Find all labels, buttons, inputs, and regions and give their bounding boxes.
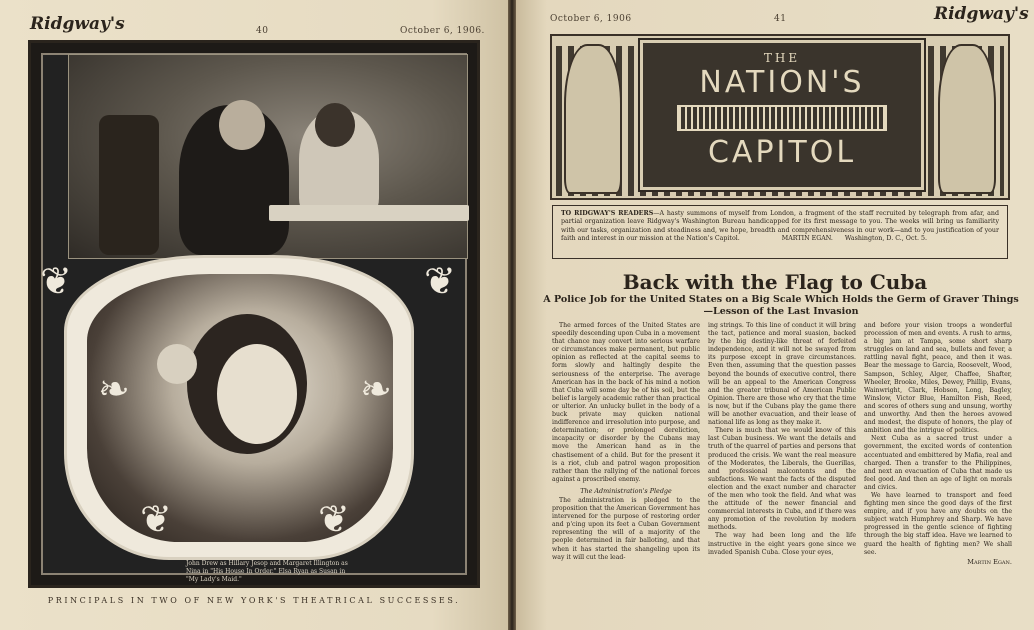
flourish-leaf-icon: ❦ [318,497,350,541]
paragraph: ing strings. To this line of conduct it will bring the tact, patience and moral suasion, backed by the big destiny-like threat of forfeited independence, and it will not be swayed from its purpose except in grave circumstances. Even then, assuming that the question passes beyond the bounds of executive control, there will be an appeal to the American Congress and the greater tribunal of American Public Opinion. There are those who cry that the time is now, but if the Cubans play the game there will be another evacuation, and their lease of national life as long as they make it. [708,322,856,427]
capitol-building-icon [677,105,887,131]
banner-nations: NATION'S [699,65,865,100]
desk-papers [269,205,469,221]
book-gutter [508,0,516,630]
bottom-caption: PRINCIPALS IN TWO OF NEW YORK'S THEATRICAL SUCCESSES. [47,596,461,605]
statue-left [564,44,622,194]
flourish-leaf-icon: ❧ [360,367,392,411]
nations-capitol-banner [550,34,1010,200]
banner-title-panel [640,40,924,190]
flourish-leaf-icon: ❦ [424,259,456,303]
man-head [219,100,265,150]
right-masthead: Ridgway's [934,4,1029,24]
paragraph: and before your vision troops a wonderful procession of men and events. A rush to arms, a big jam at Tampa, some short sharp struggles on land and sea, bullets and fever, a rattling naval fight, peace, and then it was. Bear the message to Garcia, Roosevelt, Wood, Sampson, Schley, Alger, Chaffee, Shafter, Wheeler, Brooke, Miles, Dewey, Phillip, Evans, Wainwright, Clark, Hobson, Long, Bagley, Winslow, Victor Blue, Hamilton Fish, Reed, and scores of others sung and unsung, worthy and unworthy. And then the heroes avowed and modest, the dispute of honors, the play of ambition and the intrigue of politics. [864,322,1012,435]
left-page-number: 40 [256,26,269,36]
portrait-flower [157,344,197,384]
paragraph: There is much that we would know of this last Cuban business. We want the details and truth of the quarrel of parties and persons that produced the crisis. We want the real measure of the Moderates, the Liberals, the Guerillas, and professional malcontents and the subfactions. We want the facts of the disputed election and the exact number and character of the men who took the field. And what was the attitude of the newer financial and commercial interests in Cuba, and if there was any promotion of the revolution by modern methods. [708,427,856,532]
banner-capitol: CAPITOL [707,135,857,170]
statue-right [938,44,996,194]
banner-the: THE [763,51,801,65]
column-3 [864,322,1012,590]
paragraph: The armed forces of the United States are speedily descending upon Cuba in a movement that chance may convert into serious warfare or circumstances make permanent, but public opinion as reflected at the capital seems to form slowly and haltingly despite the seriousness of the enterprise. The average American has in the back of his mind a notion that Cuba will some day be of his soil, but the belief is largely academic rather than practical or ulterior. An unlucky bullet in the body of a buck private may quicken national indifference and irresolution into purpose, and determination; or prolonged dereliction, incapacity or disorder by the Cubans may move the American hand as in the chastisement of a child. But for the present it is a riot, club and patrol wagon proposition rather than the rallying of the national forces against a proscribed enemy. [552,322,700,483]
woman-head [315,103,355,147]
notice-lead: TO RIDGWAY'S READERS [561,210,654,217]
left-page [0,0,508,630]
carved-chair [99,115,159,255]
column-1 [552,322,700,590]
right-page [516,0,1034,630]
notice-place: Washington, D. C., Oct. 5. [844,234,928,242]
left-date: October 6, 1906. [400,26,485,36]
article-headline: Back with the Flag to Cuba [622,270,928,294]
right-page-number: 41 [774,14,787,24]
readers-notice [552,205,1008,259]
column-2 [708,322,856,590]
portrait-face [217,344,297,444]
flourish-leaf-icon: ❦ [40,259,72,303]
flourish-leaf-icon: ❦ [140,497,172,541]
article-subhead: A Police Job for the United States on a Big Scale Which Holds the Germ of Graver Things—Lesson of the Last Invasion [543,294,1019,317]
stage-photo-drew-illington [68,54,468,259]
flourish-leaf-icon: ❧ [98,367,130,411]
paragraph: The way had been long and the life instructive in the eight years gone since we invaded Spanish Cuba. Close your eyes, [708,532,856,556]
paragraph: Next Cuba as a sacred trust under a government, the excited words of contention accentuated and embittered by Mafia, real and charged. Then a transfer to the Philippines, and next an evacuation of Cuba that made us feel good. And then an age of light on morals and civics. [864,435,1012,491]
paragraph: We have learned to transport and feed fighting men since the good days of the first empire, and if you have any doubts on the subject watch Humphrey and Sharp. We have progressed in the gentle science of fighting through the big staff idea. Have we learned to guard the health of fighting men? We shall see. [864,491,1012,556]
photo-caption: John Drew as Hillary Jesop and Margaret Illington as Nina in "His House In Order." Elsa Ryan as Susan in "My Lady's Maid." [186,560,348,583]
right-date: October 6, 1906 [550,14,632,24]
notice-signer: MARTIN EGAN. [781,234,833,242]
notice-body: —A hasty summons of myself from London, a fragment of the staff recruited by telegraph from afar, and partial organization leave Ridgway's Washington Bureau handicapped for its first message to you. The weeks will bring us familiarity with our tasks, organization and steadiness and, we hope, breadth and comprehensiveness in our work—and to you justification of your faith and interest in our mission at the Nation's Capitol. [561,210,999,242]
article-signature: Martin Egan. [967,557,1012,566]
section-heading: The Administration's Pledge [580,486,672,495]
article-columns [552,322,1012,590]
left-masthead: Ridgway's [30,14,125,34]
paragraph: The administration is pledged to the proposition that the American Government has intervened for the purpose of restoring order and p'cing upon its feet a Cuban Government representing the will of a majority of the people determined in fair balloting, and that when it has started the shangeling upon its way it will cut the lead- [552,496,700,561]
